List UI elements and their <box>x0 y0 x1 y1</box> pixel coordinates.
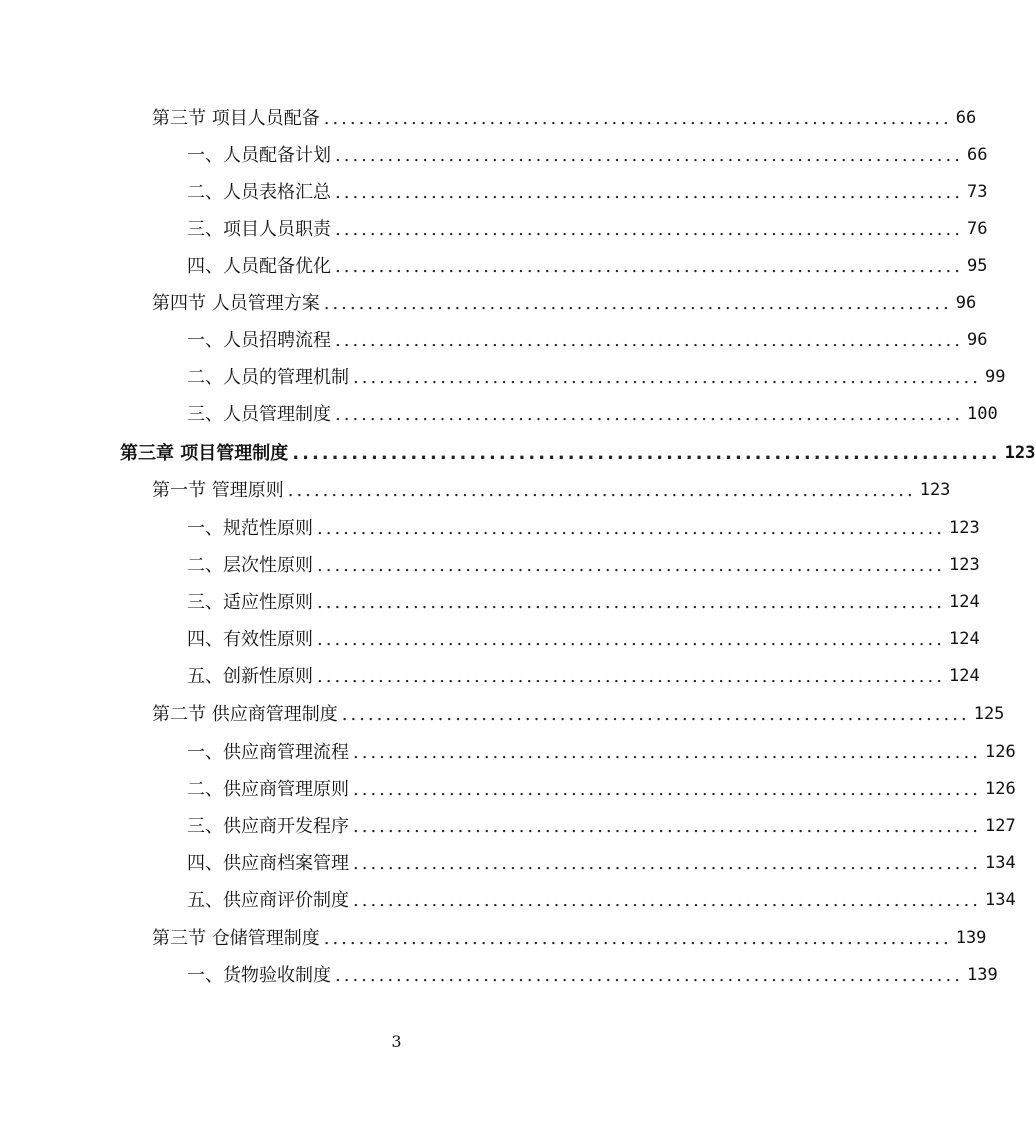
dot-leader: ........................................................................ <box>292 443 1001 464</box>
dot-leader: ........................................................................ <box>317 666 945 687</box>
toc-entry-label: 三、适应性原则 <box>187 592 313 613</box>
toc-entry-label: 第三节 仓储管理制度 <box>152 928 320 949</box>
toc-entry[interactable] <box>187 137 988 174</box>
toc-entry-label: 第二节 供应商管理制度 <box>152 704 338 725</box>
toc-entry-label: 一、规范性原则 <box>187 518 313 539</box>
toc-entry-page: 124 <box>948 629 980 649</box>
toc-entry-page: 123 <box>948 518 980 538</box>
dot-leader: ........................................................................ <box>323 293 952 314</box>
dot-leader: ........................................................................ <box>317 555 945 576</box>
dot-leader: ........................................................................ <box>287 480 916 501</box>
toc-entry-page: 134 <box>984 853 1016 873</box>
toc-entry[interactable] <box>187 882 1016 919</box>
dot-leader: ........................................................................ <box>335 330 963 351</box>
toc-entry-page: 125 <box>973 704 1005 724</box>
toc-entry-label: 一、供应商管理流程 <box>187 742 349 763</box>
toc-entry-page: 126 <box>984 742 1016 762</box>
dot-leader: ........................................................................ <box>335 182 963 203</box>
dot-leader: ........................................................................ <box>335 145 963 166</box>
dot-leader: ........................................................................ <box>335 404 963 425</box>
toc-entry[interactable] <box>187 584 980 621</box>
toc-entry[interactable] <box>187 621 980 658</box>
page-number: 3 <box>391 1032 402 1051</box>
toc-entry[interactable] <box>152 696 1005 733</box>
toc-entry-page: 100 <box>966 404 998 424</box>
dot-leader: ........................................................................ <box>353 367 981 388</box>
toc-entry-page: 96 <box>966 330 988 350</box>
toc-entry-label: 一、人员配备计划 <box>187 145 331 166</box>
toc-entry-page: 123 <box>948 555 980 575</box>
toc-entry-page: 96 <box>955 293 977 313</box>
toc-entry[interactable] <box>187 396 998 433</box>
toc-entry-page: 73 <box>966 182 988 202</box>
toc-entry[interactable] <box>187 174 988 211</box>
dot-leader: ........................................................................ <box>341 704 970 725</box>
toc-entry[interactable] <box>187 845 1016 882</box>
toc-entry-page: 123 <box>1004 443 1035 463</box>
toc-entry-page: 76 <box>966 219 988 239</box>
dot-leader: ........................................................................ <box>317 592 945 613</box>
dot-leader: ........................................................................ <box>335 965 963 986</box>
dot-leader: ........................................................................ <box>335 219 963 240</box>
toc-entry[interactable] <box>187 359 1006 396</box>
toc-entry[interactable] <box>152 100 977 137</box>
toc-entry-label: 第四节 人员管理方案 <box>152 293 320 314</box>
toc-entry-page: 139 <box>966 965 998 985</box>
dot-leader: ........................................................................ <box>353 816 981 837</box>
toc-entry[interactable] <box>187 658 980 695</box>
toc-entry-label: 第三节 项目人员配备 <box>152 108 320 129</box>
dot-leader: ........................................................................ <box>317 518 945 539</box>
toc-entry-page: 124 <box>948 592 980 612</box>
toc-entry[interactable] <box>152 285 977 322</box>
toc-entry[interactable] <box>187 771 1016 808</box>
toc-entry-label: 二、层次性原则 <box>187 555 313 576</box>
toc-entry-label: 四、人员配备优化 <box>187 256 331 277</box>
toc-entry[interactable] <box>187 957 998 994</box>
toc-entry[interactable] <box>187 248 988 285</box>
toc-entry-label: 四、供应商档案管理 <box>187 853 349 874</box>
toc-entry-label: 一、人员招聘流程 <box>187 330 331 351</box>
toc-entry-label: 二、人员表格汇总 <box>187 182 331 203</box>
toc-entry-label: 四、有效性原则 <box>187 629 313 650</box>
dot-leader: ........................................................................ <box>353 742 981 763</box>
toc-entry-label: 五、创新性原则 <box>187 666 313 687</box>
toc-entry-label: 三、人员管理制度 <box>187 404 331 425</box>
toc-entry-page: 139 <box>955 928 987 948</box>
dot-leader: ........................................................................ <box>323 108 952 129</box>
dot-leader: ........................................................................ <box>317 629 945 650</box>
dot-leader: ........................................................................ <box>353 779 981 800</box>
toc-entry-page: 66 <box>966 145 988 165</box>
toc-entry-label: 一、货物验收制度 <box>187 965 331 986</box>
dot-leader: ........................................................................ <box>335 256 963 277</box>
toc-entry-label: 三、项目人员职责 <box>187 219 331 240</box>
toc-entry-page: 123 <box>919 480 951 500</box>
toc-entry[interactable] <box>187 808 1016 845</box>
toc-entry[interactable] <box>187 322 988 359</box>
toc-entry[interactable] <box>187 734 1016 771</box>
toc-entry-label: 二、供应商管理原则 <box>187 779 349 800</box>
toc-entry-label: 五、供应商评价制度 <box>187 890 349 911</box>
toc-entry-page: 124 <box>948 666 980 686</box>
dot-leader: ........................................................................ <box>323 928 952 949</box>
toc-entry-page: 95 <box>966 256 988 276</box>
toc-entry[interactable] <box>187 211 988 248</box>
toc-entry-page: 127 <box>984 816 1016 836</box>
toc-chapter-entry[interactable] <box>120 435 1035 472</box>
toc-entry-page: 66 <box>955 108 977 128</box>
toc-entry-page: 99 <box>984 367 1006 387</box>
toc-entry[interactable] <box>187 547 980 584</box>
toc-entry[interactable] <box>152 920 987 957</box>
dot-leader: ........................................................................ <box>353 890 981 911</box>
toc-entry-page: 126 <box>984 779 1016 799</box>
toc-entry-page: 134 <box>984 890 1016 910</box>
toc-entry-label: 二、人员的管理机制 <box>187 367 349 388</box>
toc-entry[interactable] <box>187 510 980 547</box>
toc-entry-label: 第三章 项目管理制度 <box>120 443 289 464</box>
toc-entry-label: 第一节 管理原则 <box>152 480 284 501</box>
toc-entry[interactable] <box>152 472 951 509</box>
dot-leader: ........................................................................ <box>353 853 981 874</box>
toc-entry-label: 三、供应商开发程序 <box>187 816 349 837</box>
